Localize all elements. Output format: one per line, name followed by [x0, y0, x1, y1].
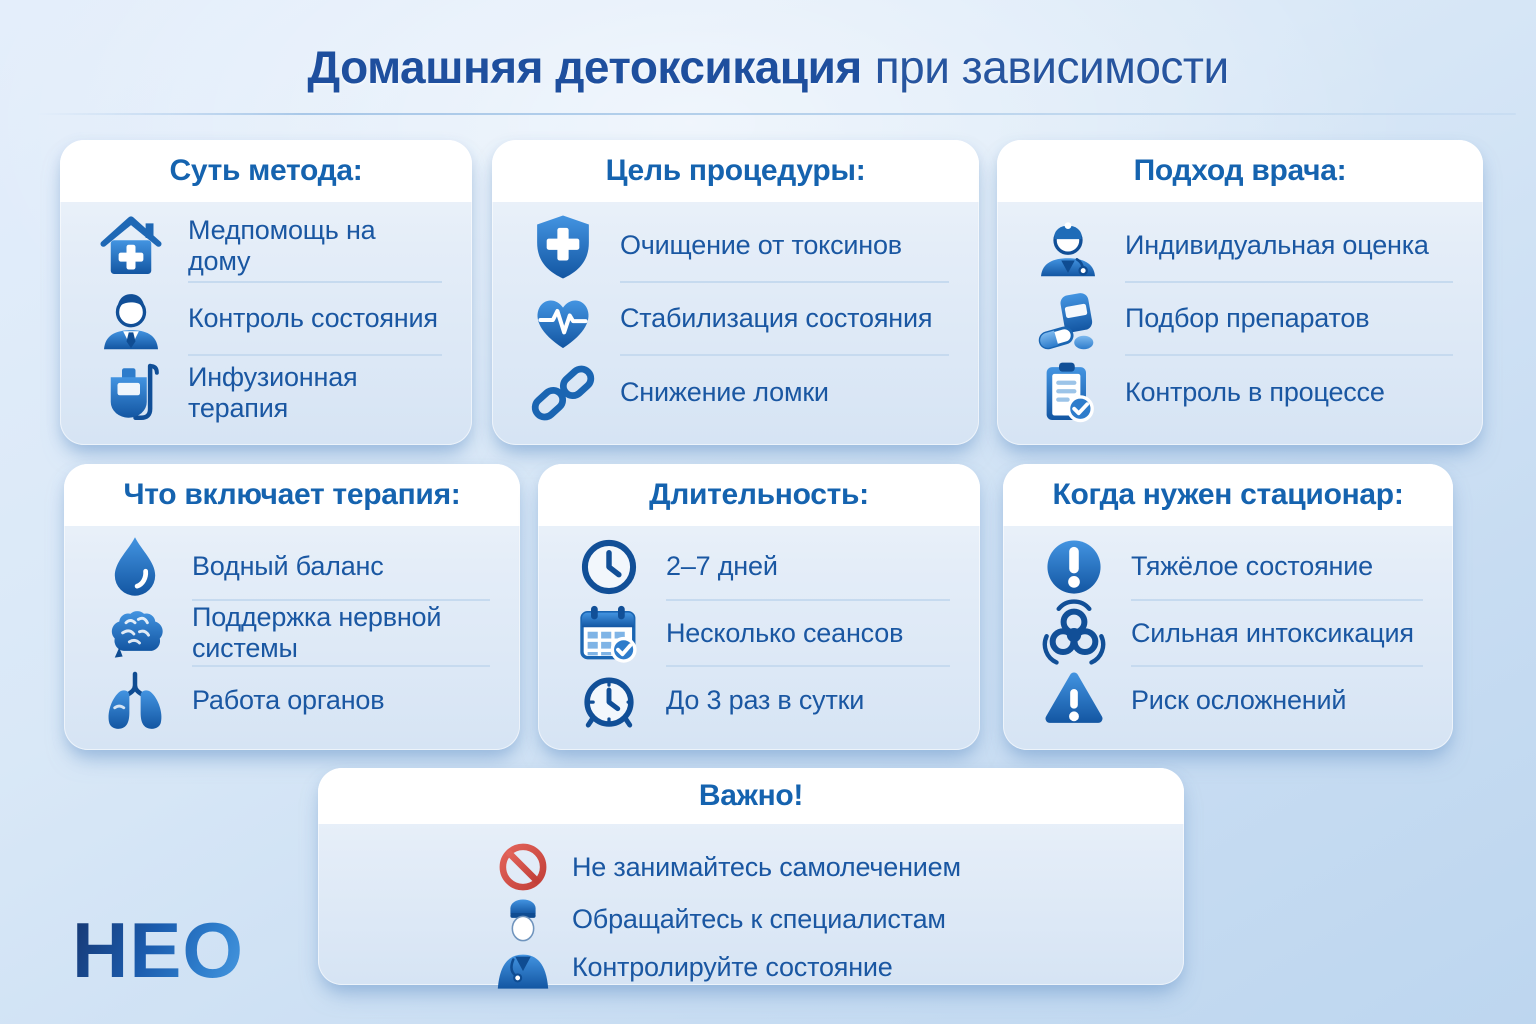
- card-title: Подход врача:: [997, 140, 1483, 202]
- biohazard-icon: [1037, 599, 1111, 669]
- item-label: Подбор препаратов: [1125, 283, 1453, 356]
- page-title-bold: Домашняя детоксикация: [307, 41, 862, 93]
- card-title: Цель процедуры:: [492, 140, 979, 202]
- list-item: [98, 601, 490, 668]
- list-item: [1037, 601, 1423, 668]
- list-item: [572, 601, 950, 668]
- card-hospital: [1003, 464, 1453, 750]
- item-label: Поддержка нервной системы: [192, 601, 490, 668]
- item-label: Работа органов: [192, 685, 385, 716]
- item-label: Тяжёлое состояние: [1131, 534, 1423, 601]
- list-item: [1037, 667, 1423, 734]
- calendar-check-icon: [572, 598, 646, 670]
- chain-icon: [526, 357, 600, 429]
- card-important: [318, 768, 1184, 985]
- page-title: [0, 40, 1536, 94]
- item-label: Контролируйте состояние: [572, 951, 893, 982]
- item-label: Риск осложнений: [1131, 685, 1347, 716]
- card-title: Суть метода:: [60, 140, 472, 202]
- iv-bag-icon: [94, 357, 168, 429]
- item-label: Водный баланс: [192, 534, 490, 601]
- item-label: Очищение от токсинов: [620, 210, 949, 283]
- item-label: Медпомощь на дому: [188, 210, 442, 283]
- no-entry-icon: [486, 839, 560, 895]
- brain-icon: [98, 598, 172, 670]
- list-item: [1037, 534, 1423, 601]
- list-item: [94, 356, 442, 429]
- list-item: [98, 534, 490, 601]
- list-item: [526, 283, 949, 356]
- item-label: Инфузионная терапия: [188, 361, 358, 423]
- list-item: [1031, 210, 1453, 283]
- warning-triangle-icon: [1037, 666, 1111, 736]
- item-label: До 3 раз в сутки: [666, 685, 865, 716]
- item-label: Несколько сеансов: [666, 601, 950, 668]
- alarm-clock-icon: [572, 666, 646, 736]
- item-label: Индивидуальная оценка: [1125, 210, 1453, 283]
- item-label: Обращайтесь к специалистам: [572, 903, 946, 934]
- list-item: [572, 667, 950, 734]
- lungs-icon: [98, 665, 172, 737]
- list-item: [94, 210, 442, 283]
- list-item: [1031, 283, 1453, 356]
- pills-icon: [1031, 284, 1105, 356]
- card-title: Что включает терапия:: [64, 464, 520, 526]
- item-label: 2–7 дней: [666, 534, 950, 601]
- item-label: Контроль в процессе: [1125, 377, 1385, 407]
- doctor-icon: [94, 284, 168, 356]
- card-title: Важно!: [318, 768, 1184, 824]
- card-approach: [997, 140, 1483, 445]
- clock-icon: [572, 532, 646, 602]
- water-drop-icon: [98, 533, 172, 601]
- card-title: Когда нужен стационар:: [1003, 464, 1453, 526]
- item-label: Контроль состояния: [188, 283, 442, 356]
- card-goal: [492, 140, 979, 445]
- card-duration: [538, 464, 980, 750]
- exclamation-circle-icon: [1037, 533, 1111, 601]
- item-label: Стабилизация состояния: [620, 283, 949, 356]
- list-item: [1031, 356, 1453, 429]
- shield-cross-icon: [526, 211, 600, 283]
- list-item: [98, 667, 490, 734]
- house-medical-icon: [94, 211, 168, 283]
- clipboard-check-icon: [1031, 357, 1105, 429]
- page-title-regular: при зависимости: [874, 41, 1229, 93]
- card-essence: [60, 140, 472, 445]
- list-item: [572, 534, 950, 601]
- title-divider: [36, 113, 1516, 115]
- item-label: Сильная интоксикация: [1131, 601, 1423, 668]
- brand-logo-text: НЕО: [72, 906, 245, 994]
- list-item: [526, 210, 949, 283]
- surgeon-icon: [486, 896, 560, 992]
- brand-logo: НЕО +: [72, 902, 295, 999]
- heart-pulse-icon: [526, 284, 600, 356]
- card-therapy: [64, 464, 520, 750]
- item-label: Не занимайтесь самолечением: [572, 851, 961, 882]
- list-item: [526, 356, 949, 429]
- card-title: Длительность:: [538, 464, 980, 526]
- doctor-cap-icon: [1031, 211, 1105, 283]
- list-item: [94, 283, 442, 356]
- item-label: Снижение ломки: [620, 377, 829, 407]
